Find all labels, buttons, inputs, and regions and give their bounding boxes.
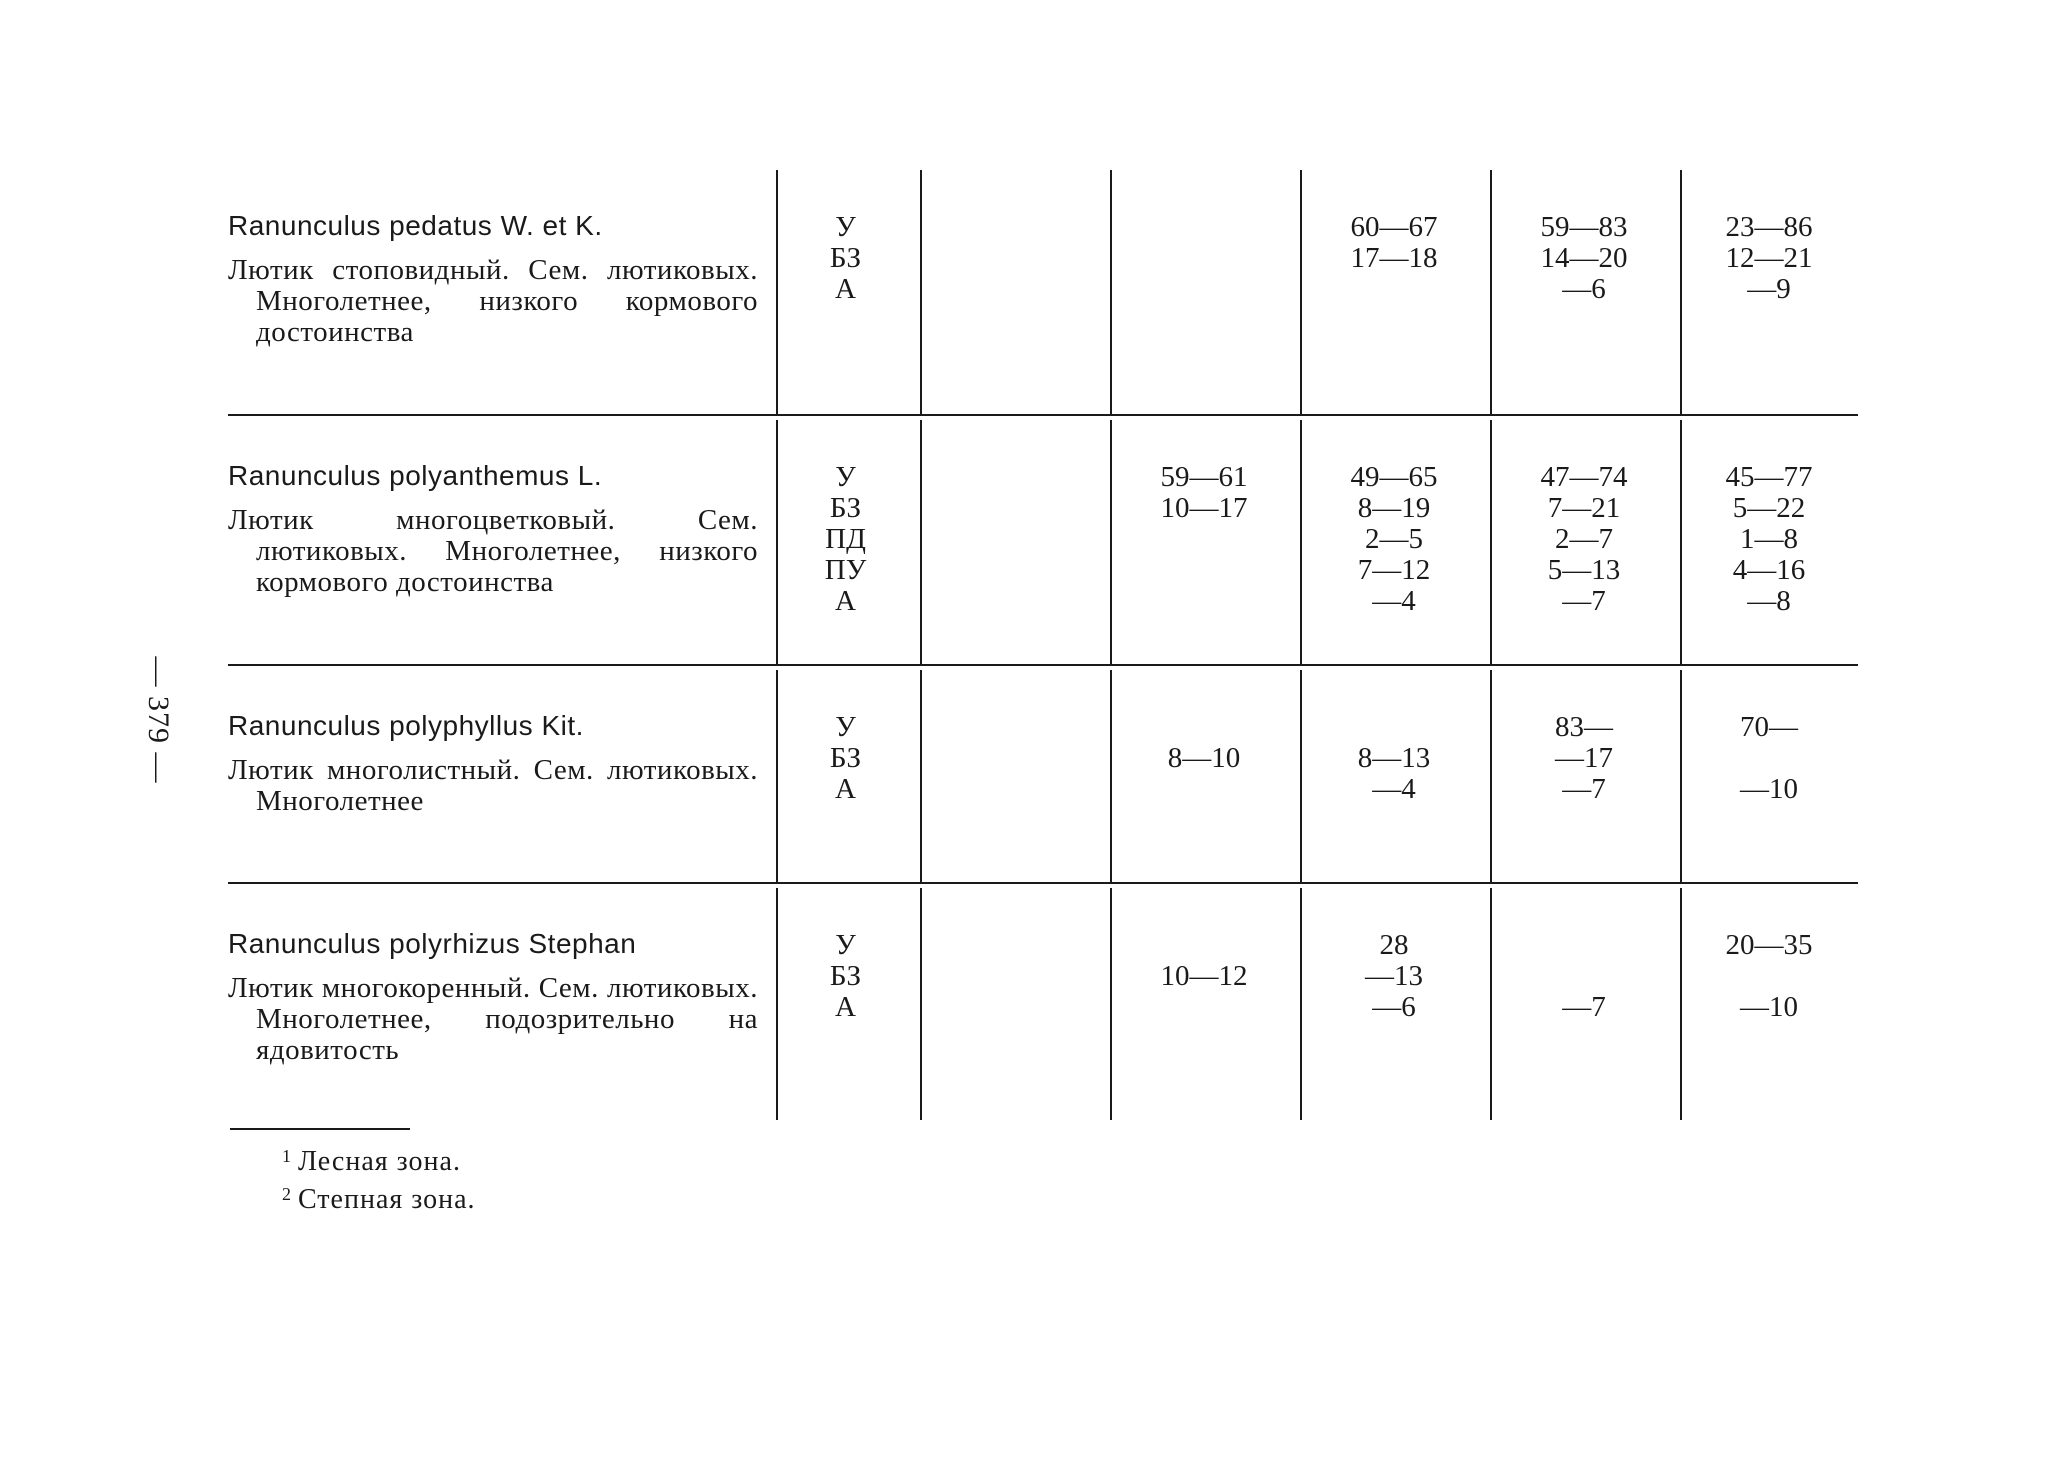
footnote-divider [230, 1128, 410, 1130]
value-range: —4 [1372, 773, 1416, 805]
value-range [1680, 743, 1858, 774]
row-divider [228, 882, 1858, 884]
value-cell-c4 [1110, 170, 1298, 212]
value-cell-c7 [1680, 670, 1858, 805]
zone-code: А [835, 773, 856, 805]
value-range: —10 [1740, 991, 1798, 1023]
species-russian-description: Лютик стоповидный. Сем. лютиковых. Многолетнее, низкого кормового достоинства [228, 254, 758, 348]
value-range: 7—21 [1547, 492, 1621, 524]
value-range: 70— [1740, 711, 1798, 743]
value-range: 49—65 [1350, 461, 1438, 493]
species-latin-name: Ranunculus pedatus W. et K. [228, 210, 603, 241]
species-description [228, 170, 758, 348]
value-range: —9 [1747, 273, 1791, 305]
footnote-mark: 2 [282, 1184, 292, 1204]
zone-code: БЗ [829, 492, 862, 524]
value-range: 23—86 [1725, 211, 1813, 243]
value-range [1300, 712, 1488, 743]
value-range: —7 [1562, 991, 1606, 1023]
footnote-text: Степная зона. [298, 1184, 476, 1215]
value-range: 14—20 [1540, 242, 1628, 274]
value-cell-c4 [1110, 670, 1298, 774]
value-cell-c3 [920, 888, 1108, 930]
zone-codes-cell [773, 888, 918, 1023]
value-range: —6 [1562, 273, 1606, 305]
value-range: 8—10 [1167, 742, 1241, 774]
value-range: 8—19 [1357, 492, 1431, 524]
footnote-2 [282, 1178, 476, 1216]
zone-codes-cell [773, 420, 918, 617]
value-cell-c5 [1300, 670, 1488, 805]
value-cell-c4 [1110, 888, 1298, 992]
value-cell-c5 [1300, 420, 1488, 617]
value-range: 8—13 [1357, 742, 1431, 774]
value-range: 5—22 [1732, 492, 1806, 524]
species-latin-name: Ranunculus polyanthemus L. [228, 460, 603, 491]
value-range: 10—12 [1160, 960, 1248, 992]
value-cell-c5 [1300, 170, 1488, 274]
zone-code: А [835, 273, 856, 305]
zone-code: БЗ [829, 960, 862, 992]
value-range: 10—17 [1160, 492, 1248, 524]
value-range: —10 [1740, 773, 1798, 805]
value-cell-c7 [1680, 170, 1858, 305]
value-range: 1—8 [1740, 523, 1798, 555]
value-range: —7 [1562, 773, 1606, 805]
zone-code: У [835, 211, 856, 243]
value-cell-c3 [920, 670, 1108, 712]
value-range: 20—35 [1725, 929, 1813, 961]
species-russian-description: Лютик многокоренный. Сем. лютиковых. Многолетнее, подозрительно на ядовитость [228, 972, 758, 1066]
value-range: 2—7 [1555, 523, 1613, 555]
row-divider [228, 414, 1858, 416]
species-description [228, 420, 758, 598]
value-cell-c6 [1490, 670, 1678, 805]
value-range: 17—18 [1350, 242, 1438, 274]
value-range: 83— [1555, 711, 1613, 743]
value-range: —7 [1562, 585, 1606, 617]
zone-code: У [835, 929, 856, 961]
footnote-mark: 1 [282, 1146, 292, 1166]
value-range: —8 [1747, 585, 1791, 617]
value-range [1110, 930, 1298, 961]
value-cell-c3 [920, 420, 1108, 462]
species-description [228, 670, 758, 817]
zone-code: А [835, 585, 856, 617]
table-row [228, 670, 1858, 884]
value-cell-c4 [1110, 420, 1298, 524]
zone-codes-cell [773, 670, 918, 805]
value-range: 47—74 [1540, 461, 1628, 493]
page-number: — 379 — [142, 656, 175, 784]
value-range: 28 [1379, 929, 1409, 961]
zone-code: ПД [825, 523, 866, 555]
value-range: 2—5 [1365, 523, 1423, 555]
value-range [1490, 930, 1678, 961]
species-russian-description: Лютик многоцветковый. Сем. лютиковых. Многолетнее, низкого кормового достоинства [228, 504, 758, 598]
footnote-text: Лесная зона. [298, 1146, 461, 1177]
value-cell-c7 [1680, 420, 1858, 617]
value-cell-c6 [1490, 420, 1678, 617]
value-range: 59—61 [1160, 461, 1248, 493]
footnote-1 [282, 1140, 476, 1178]
value-range: —13 [1365, 960, 1423, 992]
value-cell-c3 [920, 170, 1108, 212]
value-range: 45—77 [1725, 461, 1813, 493]
value-cell-c6 [1490, 888, 1678, 1023]
table-row [228, 420, 1858, 665]
value-range: 12—21 [1725, 242, 1813, 274]
table-row [228, 888, 1858, 1120]
value-range: 59—83 [1540, 211, 1628, 243]
value-range [1110, 712, 1298, 743]
species-russian-description: Лютик многолистный. Сем. лютиковых. Многолетнее [228, 754, 758, 817]
zone-code: БЗ [829, 742, 862, 774]
row-divider [228, 664, 1858, 666]
zone-code: У [835, 461, 856, 493]
zone-codes-cell [773, 170, 918, 305]
species-latin-name: Ranunculus polyphyllus Kit. [228, 710, 584, 741]
value-range: 5—13 [1547, 554, 1621, 586]
zone-code: ПУ [824, 554, 867, 586]
table-row [228, 170, 1858, 415]
value-range: —17 [1555, 742, 1613, 774]
value-cell-c6 [1490, 170, 1678, 305]
value-cell-c7 [1680, 888, 1858, 1023]
species-latin-name: Ranunculus polyrhizus Stephan [228, 928, 637, 959]
value-range: 7—12 [1357, 554, 1431, 586]
zone-code: А [835, 991, 856, 1023]
value-range: 60—67 [1350, 211, 1438, 243]
value-range: —6 [1372, 991, 1416, 1023]
footnotes [282, 1140, 476, 1216]
value-cell-c5 [1300, 888, 1488, 1023]
value-range [1680, 961, 1858, 992]
value-range [1490, 961, 1678, 992]
value-range: 4—16 [1732, 554, 1806, 586]
zone-code: У [835, 711, 856, 743]
value-range: —4 [1372, 585, 1416, 617]
species-description [228, 888, 758, 1066]
zone-code: БЗ [829, 242, 862, 274]
